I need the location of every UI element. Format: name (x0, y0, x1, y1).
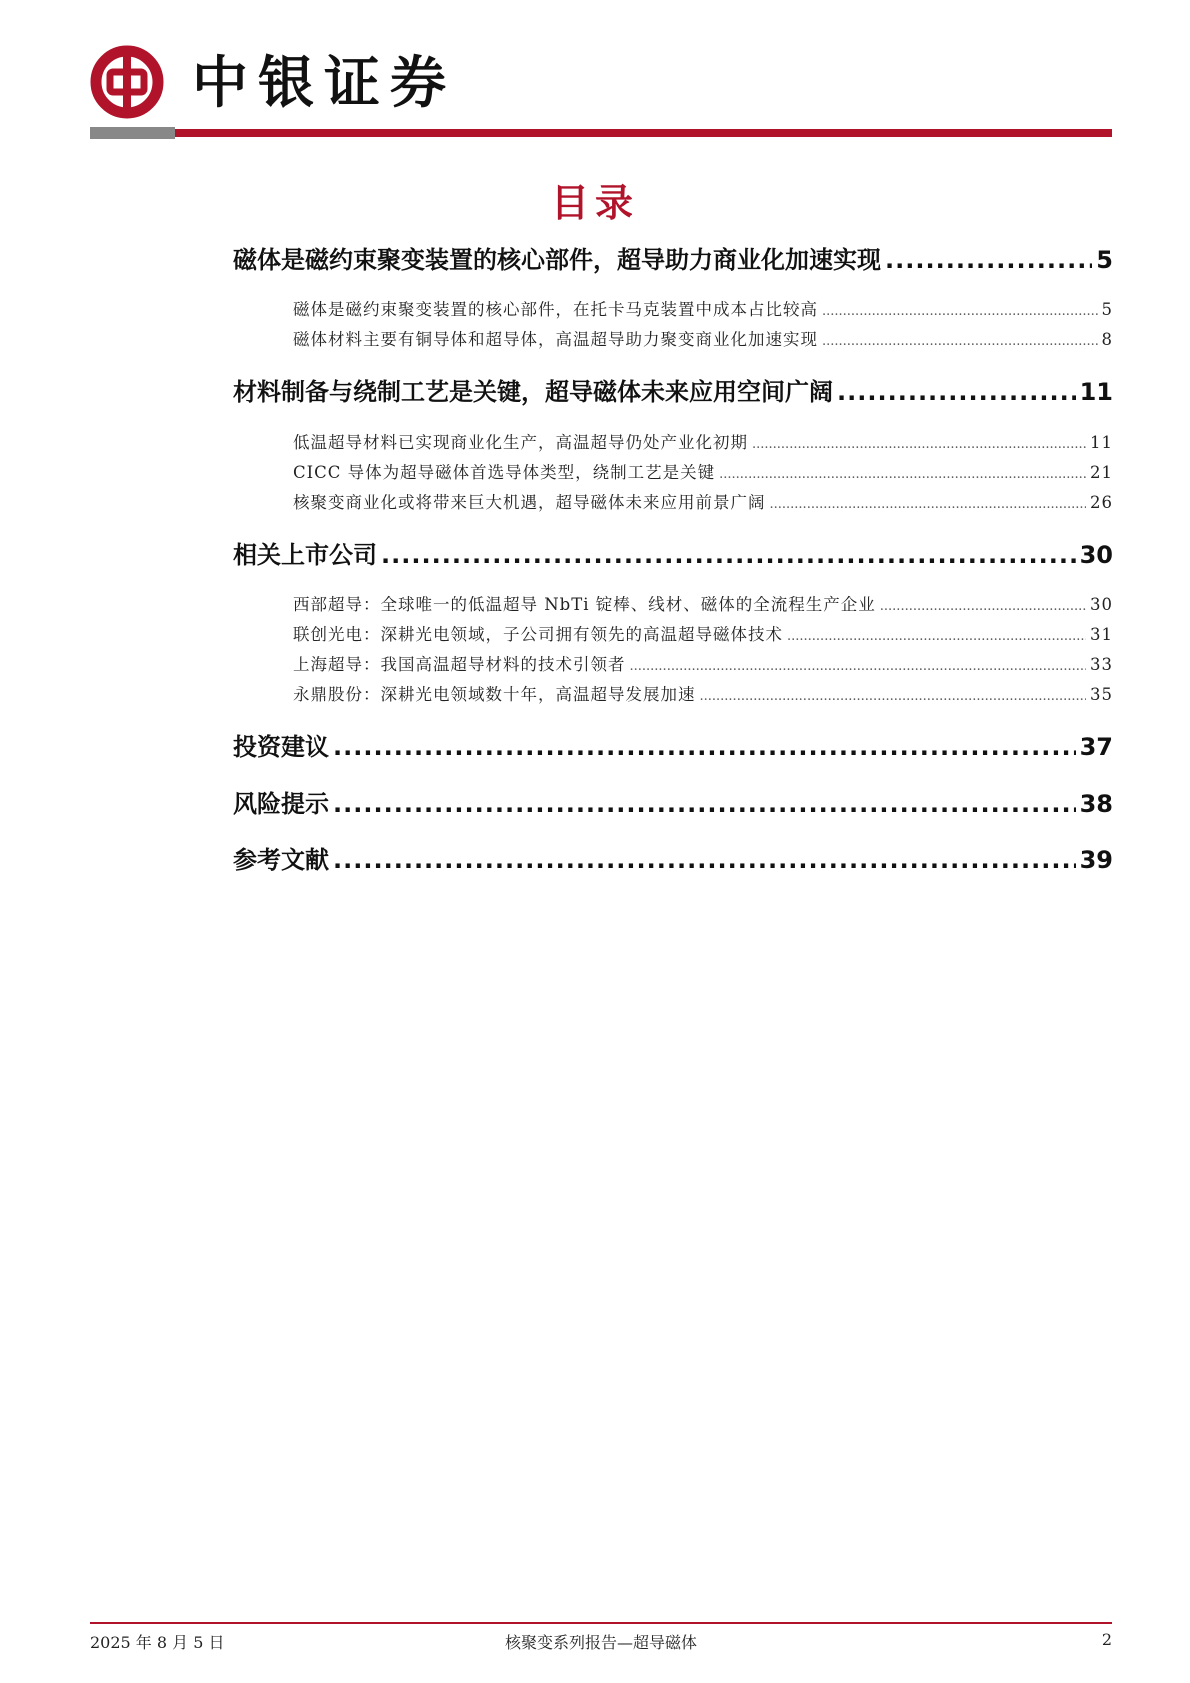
toc-page-number: 37 (1079, 733, 1113, 761)
toc-page-number: 33 (1090, 655, 1113, 674)
toc-section-title: 参考文献 (233, 846, 329, 874)
toc-subsection-title: 低温超导材料已实现商业化生产，高温超导仍处产业化初期 (293, 433, 748, 452)
dot-leader (333, 846, 1076, 874)
toc-section[interactable] (233, 372, 1113, 407)
toc-section[interactable] (233, 840, 1113, 875)
toc-subsection-title: 磁体材料主要有铜导体和超导体，高温超导助力聚变商业化加速实现 (293, 330, 818, 349)
dot-leader (333, 790, 1076, 818)
toc-page-number: 30 (1079, 541, 1113, 569)
page-header (90, 45, 1112, 140)
toc-page-number: 38 (1079, 790, 1113, 818)
toc-section-title: 磁体是磁约束聚变装置的核心部件，超导助力商业化加速实现 (233, 246, 881, 274)
toc-subsection[interactable] (293, 326, 1113, 350)
dot-leader (880, 599, 1086, 614)
toc-title: 目录 (550, 181, 639, 225)
toc-subsection-title: 核聚变商业化或将带来巨大机遇，超导磁体未来应用前景广阔 (293, 493, 766, 512)
dot-leader (787, 629, 1086, 644)
report-title: 核聚变系列报告—超导磁体 (504, 1633, 697, 1652)
dot-leader (752, 437, 1086, 452)
toc-page-number: 21 (1090, 463, 1113, 482)
toc-page-number: 31 (1090, 625, 1113, 644)
toc-subsection-title: 西部超导：全球唯一的低温超导 NbTi 锭棒、线材、磁体的全流程生产企业 (293, 595, 876, 614)
dot-leader (822, 304, 1098, 319)
toc-page-number: 8 (1101, 330, 1113, 349)
toc-subsection[interactable] (293, 651, 1113, 675)
brand-name: 中银证券 (192, 51, 456, 116)
toc-section-title: 风险提示 (233, 790, 329, 818)
toc-section-title: 投资建议 (233, 733, 329, 761)
toc-section[interactable] (233, 240, 1113, 275)
page-number: 2 (1101, 1630, 1112, 1649)
dot-leader (837, 378, 1076, 406)
toc-page-number: 39 (1079, 846, 1113, 874)
toc-subsection-title: 磁体是磁约束聚变装置的核心部件，在托卡马克装置中成本占比较高 (293, 300, 818, 319)
toc-page-number: 5 (1101, 300, 1113, 319)
dot-leader (381, 541, 1076, 569)
toc-section[interactable] (233, 727, 1113, 762)
toc-subsection[interactable] (293, 429, 1113, 453)
toc-subsection-title: 永鼎股份：深耕光电领域数十年，高温超导发展加速 (293, 685, 696, 704)
toc-page-number: 11 (1079, 378, 1113, 406)
toc-page-number: 11 (1090, 433, 1113, 452)
toc-section[interactable] (233, 784, 1113, 819)
bank-of-china-logo-icon (90, 45, 164, 119)
toc-subsection-title: 上海超导：我国高温超导材料的技术引领者 (293, 655, 626, 674)
dot-leader (719, 467, 1086, 482)
report-date: 2025 年 8 月 5 日 (90, 1633, 225, 1652)
toc-page-number: 30 (1090, 595, 1113, 614)
toc-subsection[interactable] (293, 296, 1113, 320)
footer-divider (90, 1622, 1112, 1624)
toc-subsection[interactable] (293, 681, 1113, 705)
dot-leader (700, 689, 1087, 704)
toc-section-title: 材料制备与绕制工艺是关键，超导磁体未来应用空间广阔 (233, 378, 833, 406)
toc-subsection[interactable] (293, 459, 1113, 483)
toc-subsection-title: 联创光电：深耕光电领域，子公司拥有领先的高温超导磁体技术 (293, 625, 783, 644)
toc-subsection[interactable] (293, 489, 1113, 513)
header-divider (90, 127, 1112, 139)
toc-subsection-title: CICC 导体为超导磁体首选导体类型，绕制工艺是关键 (293, 463, 716, 482)
dot-leader (885, 246, 1092, 274)
toc-subsection[interactable] (293, 621, 1113, 645)
dot-leader (333, 733, 1076, 761)
toc-section[interactable] (233, 535, 1113, 570)
toc-section-title: 相关上市公司 (233, 541, 377, 569)
toc-subsection[interactable] (293, 591, 1113, 615)
dot-leader (822, 334, 1098, 349)
dot-leader (770, 497, 1087, 512)
toc-page-number: 35 (1090, 685, 1113, 704)
dot-leader (630, 659, 1087, 674)
toc-page-number: 5 (1096, 246, 1113, 274)
toc-page-number: 26 (1090, 493, 1113, 512)
